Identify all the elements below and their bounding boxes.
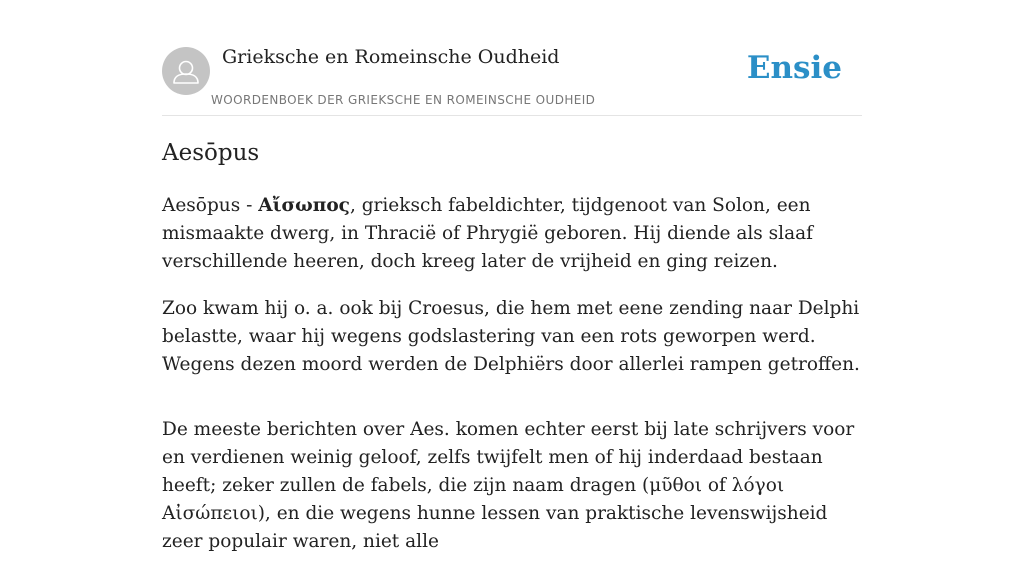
- greek-lemma: Αἴσωπος: [258, 195, 350, 216]
- source-avatar[interactable]: [162, 47, 210, 95]
- article-paragraph-1: [162, 192, 862, 276]
- site-title-link[interactable]: Grieksche en Romeinsche Oudheid: [222, 46, 560, 68]
- article-paragraph-3: De meeste berichten over Aes. komen echter eerst bij late schrijvers voor en verdienen weinig geloof, zelfs twijfelt men of hij inderdaad bestaan heeft; zeker zullen de fabels, die zijn naam dragen (μῦθοι of λόγοι Αἰσώπειοι), en die wegens hunne lessen van praktische levenswijsheid zeer populair waren, niet alle: [162, 419, 855, 552]
- site-subtitle: WOORDENBOEK DER GRIEKSCHE EN ROMEINSCHE OUDHEID: [211, 93, 596, 107]
- page-title: Aesōpus: [162, 140, 260, 166]
- article-paragraph-2: Zoo kwam hij o. a. ook bij Croesus, die hem met eene zending naar Delphi belastte, waar hij wegens godslastering van een rots geworpen werd. Wegens dezen moord werden de Delphiërs door allerlei rampen getroffen.: [162, 298, 860, 375]
- user-avatar-icon: [162, 47, 210, 95]
- paragraph-1-text: , grieksch fabeldichter, tijdgenoot van Solon, een mismaakte dwerg, in Thracië of Phrygië geboren. Hij diende als slaaf verschillende heeren, doch kreeg later de vrijheid en ging reizen.: [162, 195, 813, 272]
- article-body: [162, 192, 862, 575]
- lemma-separator: -: [240, 195, 259, 216]
- page-container: [162, 0, 862, 552]
- ensie-logo-link[interactable]: Ensie: [746, 50, 842, 86]
- site-header: [162, 0, 862, 116]
- lemma-text: Aesōpus: [162, 195, 241, 216]
